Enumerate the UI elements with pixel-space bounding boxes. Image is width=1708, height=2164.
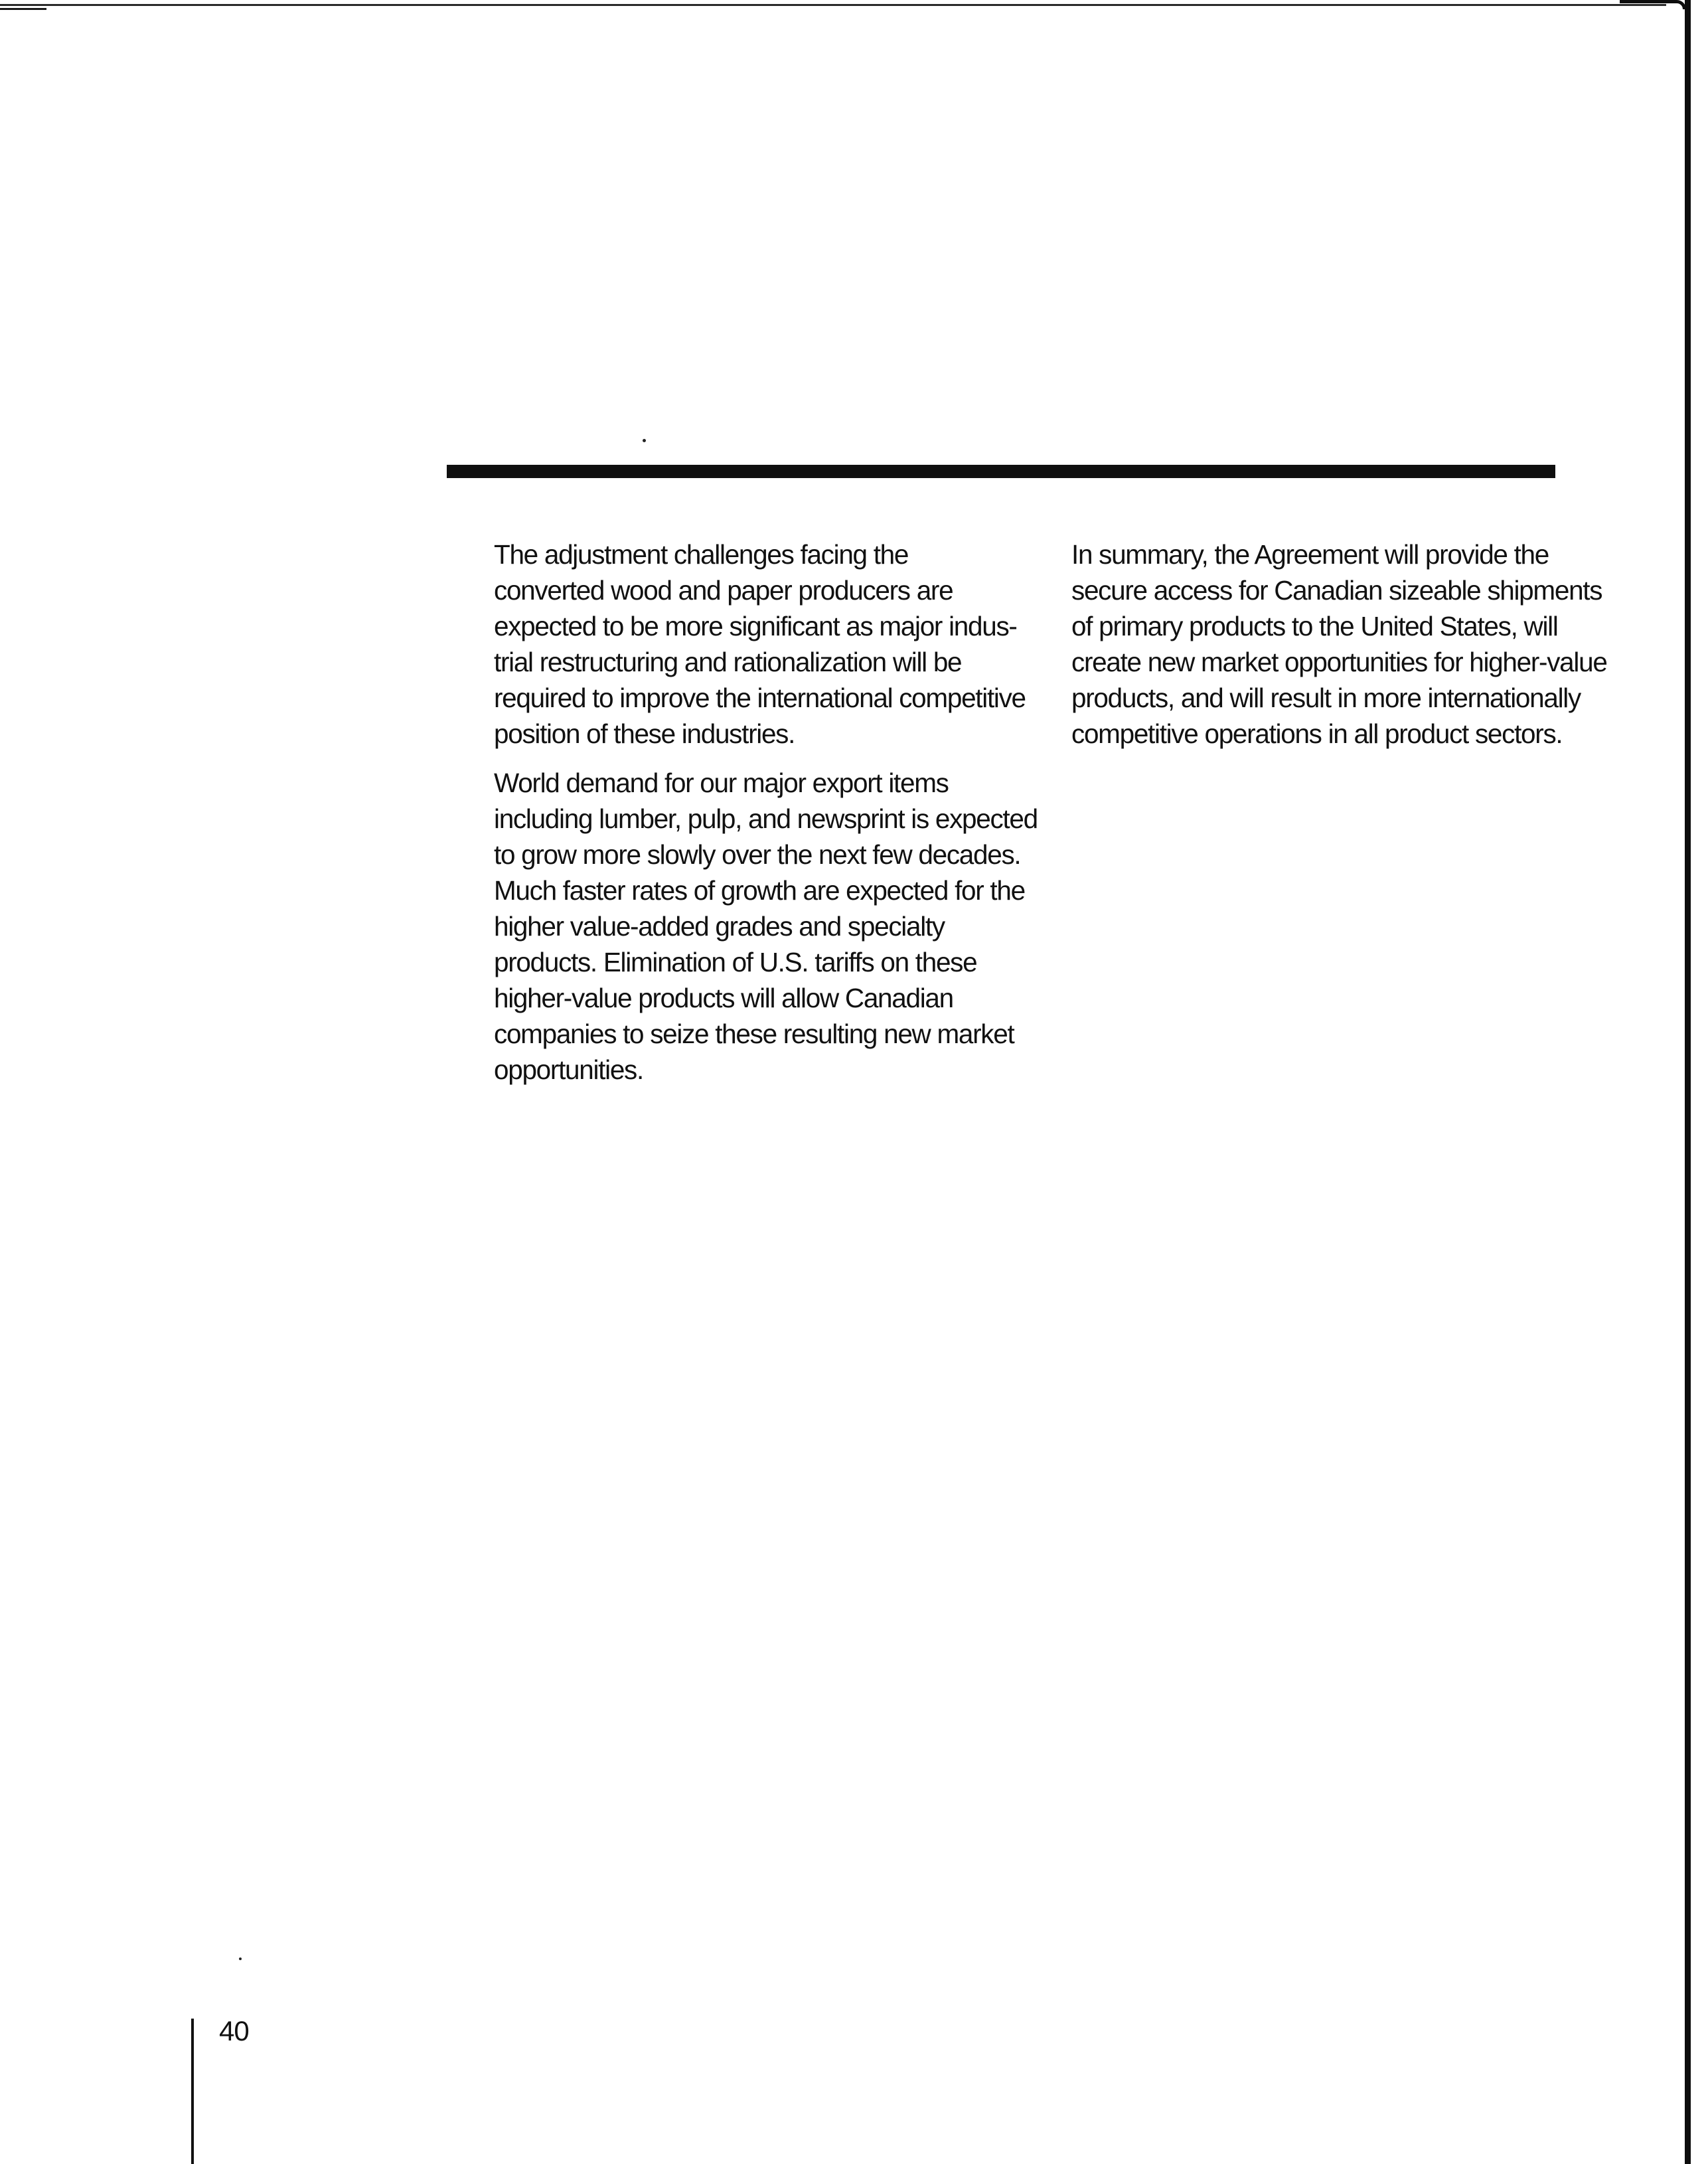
text-line: higher value-added grades and specialty xyxy=(494,911,945,942)
text-line: The adjustment challenges facing the xyxy=(494,539,909,570)
text-line: In summary, the Agreement will provide the xyxy=(1071,539,1549,570)
text-line: secure access for Canadian sizeable shipments xyxy=(1071,575,1602,606)
footer-vertical-rule xyxy=(191,2019,194,2164)
text-line: opportunities. xyxy=(494,1054,643,1085)
page-corner-mark xyxy=(0,8,46,10)
page-number: 40 xyxy=(219,2015,249,2046)
text-line: of primary products to the United States, will xyxy=(1071,611,1558,641)
text-line: position of these industries. xyxy=(494,718,795,749)
text-line: products, and will result in more internationally xyxy=(1071,683,1581,713)
text-line: required to improve the international competitive xyxy=(494,683,1026,713)
text-line: products. Elimination of U.S. tariffs on these xyxy=(494,947,977,977)
text-line: converted wood and paper producers are xyxy=(494,575,953,606)
scan-speck xyxy=(643,439,646,442)
text-line: to grow more slowly over the next few decades. xyxy=(494,839,1021,870)
right-text-column xyxy=(1021,537,1607,765)
scan-speck xyxy=(239,1957,242,1960)
page-right-edge xyxy=(1685,0,1691,2164)
text-line: higher-value products will allow Canadian xyxy=(494,983,953,1013)
text-line: competitive operations in all product sectors. xyxy=(1071,718,1563,749)
paragraph-summary xyxy=(1021,537,1607,752)
page-corner-curl xyxy=(1620,0,1686,9)
text-line: companies to seize these resulting new market xyxy=(494,1019,1014,1049)
paragraph-adjustment-challenges xyxy=(443,537,1026,752)
text-line: create new market opportunities for higher-value xyxy=(1071,647,1607,677)
left-text-column xyxy=(443,537,1038,1101)
section-header-rule xyxy=(447,465,1555,478)
text-line: Much faster rates of growth are expected for the xyxy=(494,875,1025,906)
paragraph-world-demand xyxy=(443,765,1038,1088)
text-line: including lumber, pulp, and newsprint is expected xyxy=(494,803,1038,834)
text-line: trial restructuring and rationalization will be xyxy=(494,647,962,677)
text-line: World demand for our major export items xyxy=(494,768,949,798)
text-line: expected to be more significant as major indus- xyxy=(494,611,1017,641)
page-top-edge-line xyxy=(0,4,1666,6)
